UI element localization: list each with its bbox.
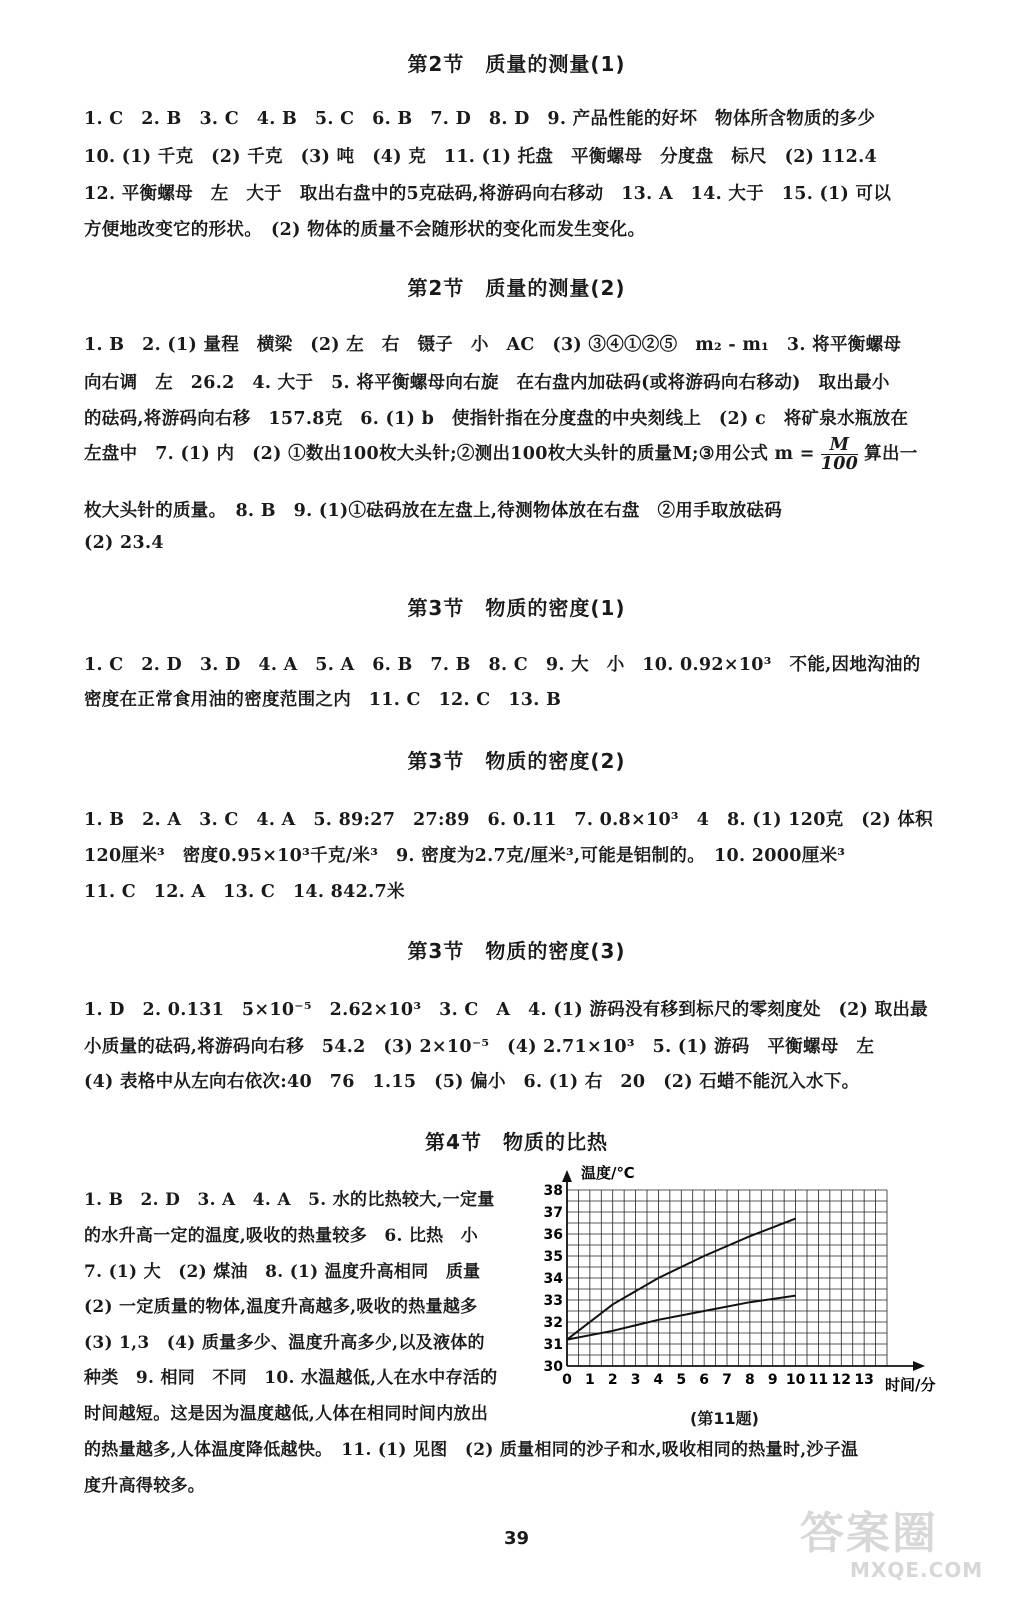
x-tick-label: 0 <box>562 1372 572 1388</box>
page-number: 39 <box>503 1528 530 1549</box>
y-tick-label: 36 <box>543 1227 563 1243</box>
answer-line: 小质量的砝码,将游码向右移 54.2 (3) 2×10⁻⁵ (4) 2.71×10³ 5. (1) 游码 平衡螺母 左 <box>84 1037 875 1057</box>
section-title: 第3节 物质的密度(3) <box>407 939 626 963</box>
chart-caption: (第11题) <box>690 1409 759 1428</box>
answer-line: 1. C 2. B 3. C 4. B 5. C 6. B 7. D 8. D 9. 产品性能的好坏 物体所含物质的多少 <box>84 109 876 129</box>
x-tick-label: 8 <box>744 1372 755 1388</box>
y-tick-label: 38 <box>543 1183 563 1199</box>
y-tick-label: 37 <box>543 1205 563 1221</box>
x-tick-label: 3 <box>630 1372 641 1388</box>
section-title: 第4节 物质的比热 <box>425 1130 608 1154</box>
answer-line: 12. 平衡螺母 左 大于 取出右盘中的5克砝码,将游码向右移动 13. A 14. 大于 15. (1) 可以 <box>84 184 892 204</box>
y-tick-label: 34 <box>543 1271 563 1287</box>
x-tick-label: 7 <box>722 1372 732 1388</box>
answer-line: 1. C 2. D 3. D 4. A 5. A 6. B 7. B 8. C 9. 大 小 10. 0.92×10³ 不能,因地沟油的 <box>84 655 921 675</box>
answer-line: 种类 9. 相同 不同 10. 水温越低,人在水中存活的 <box>84 1368 498 1388</box>
chart-grid <box>567 1190 887 1366</box>
watermark-logo <box>800 1510 1010 1580</box>
answer-line: 向右调 左 26.2 4. 大于 5. 将平衡螺母向右旋 在右盘内加砝码(或将游码向右移动) 取出最小 <box>84 373 890 393</box>
section-title: 第3节 物质的密度(1) <box>407 596 626 620</box>
answer-line: (2) 一定质量的物体,温度升高越多,吸收的热量越多 <box>84 1297 478 1317</box>
x-tick-label: 1 <box>584 1372 595 1388</box>
answer-line: 的热量越多,人体温度降低越快。 11. (1) 见图 (2) 质量相同的沙子和水,吸收相同的热量时,沙子温 <box>84 1440 859 1460</box>
y-tick-label: 35 <box>543 1249 563 1265</box>
answer-line: 时间越短。这是因为温度越低,人体在相同时间内放出 <box>84 1404 489 1424</box>
answer-line: 1. D 2. 0.131 5×10⁻⁵ 2.62×10³ 3. C A 4. (1) 游码没有移到标尺的零刻度处 (2) 取出最 <box>84 1000 928 1020</box>
formula-lead-text: 左盘中 7. (1) 内 (2) ①数出100枚大头针;②测出100枚大头针的质量M;③用公式 m = <box>84 444 815 464</box>
x-axis-label: 时间/分 <box>885 1376 936 1394</box>
chart-axes <box>562 1170 925 1371</box>
fraction-m-over-100 <box>821 436 858 473</box>
fraction-numerator: M <box>821 436 858 455</box>
x-tick-label: 4 <box>653 1372 664 1388</box>
section-title: 第3节 物质的密度(2) <box>407 749 626 773</box>
watermark-url: MXQE.COM <box>850 1558 984 1582</box>
y-axis-arrow <box>562 1170 572 1182</box>
section-title: 第2节 质量的测量(2) <box>407 276 626 300</box>
answer-line: 11. C 12. A 13. C 14. 842.7米 <box>84 882 405 902</box>
answer-line: 10. (1) 千克 (2) 千克 (3) 吨 (4) 克 11. (1) 托盘 平衡螺母 分度盘 标尺 (2) 112.4 <box>84 147 877 167</box>
x-tick-label: 11 <box>808 1372 829 1388</box>
x-tick-label: 6 <box>699 1372 710 1388</box>
formula-trail-text: 算出一 <box>864 444 918 464</box>
x-tick-label: 13 <box>854 1372 874 1388</box>
answer-line: 密度在正常食用油的密度范围之内 11. C 12. C 13. B <box>84 690 562 710</box>
x-tick-label: 2 <box>607 1372 618 1388</box>
x-tick-label: 5 <box>676 1372 687 1388</box>
watermark-text: 答案圈 <box>800 1508 938 1559</box>
x-tick-label: 10 <box>785 1372 806 1388</box>
answer-line: 枚大头针的质量。 8. B 9. (1)①砝码放在左盘上,待测物体放在右盘 ②用手取放砝码 <box>84 501 783 521</box>
chart-ticks <box>544 1183 874 1388</box>
x-tick-label: 9 <box>767 1372 778 1388</box>
x-tick-label: 12 <box>831 1372 852 1388</box>
answer-line: 的水升高一定的温度,吸收的热量较多 6. 比热 小 <box>84 1226 479 1246</box>
answer-line: (4) 表格中从左向右依次:40 76 1.15 (5) 偏小 6. (1) 右 20 (2) 石蜡不能沉入水下。 <box>84 1072 860 1092</box>
answer-line: (3) 1,3 (4) 质量多少、温度升高多少,以及液体的 <box>84 1333 485 1353</box>
section-title: 第2节 质量的测量(1) <box>407 52 626 76</box>
answer-line: 1. B 2. D 3. A 4. A 5. 水的比热较大,一定量 <box>84 1190 495 1210</box>
answer-line-formula <box>84 436 918 473</box>
y-tick-label: 32 <box>543 1315 563 1331</box>
y-tick-label: 33 <box>543 1293 563 1309</box>
y-tick-label: 30 <box>543 1359 563 1375</box>
y-tick-label: 31 <box>543 1337 563 1353</box>
x-axis-arrow <box>913 1361 925 1371</box>
answer-line: 1. B 2. A 3. C 4. A 5. 89:27 27:89 6. 0.11 7. 0.8×10³ 4 8. (1) 120克 (2) 体积 <box>84 810 933 830</box>
answer-line: 7. (1) 大 (2) 煤油 8. (1) 温度升高相同 质量 <box>84 1262 481 1282</box>
answer-line: 120厘米³ 密度0.95×10³千克/米³ 9. 密度为2.7克/厘米³,可能是铝制的。 10. 2000厘米³ <box>84 846 846 866</box>
answer-line: 方便地改变它的形状。 (2) 物体的质量不会随形状的变化而发生变化。 <box>84 220 646 240</box>
answer-line: 度升高得较多。 <box>84 1476 206 1496</box>
answer-line: (2) 23.4 <box>84 533 164 553</box>
answer-line: 的砝码,将游码向右移 157.8克 6. (1) b 使指针指在分度盘的中央刻线上 (2) c 将矿泉水瓶放在 <box>84 409 909 429</box>
answer-line: 1. B 2. (1) 量程 横梁 (2) 左 右 镊子 小 AC (3) ③④①②⑤ m₂ - m₁ 3. 将平衡螺母 <box>84 335 902 355</box>
fraction-denominator: 100 <box>820 454 859 474</box>
y-axis-label: 温度/℃ <box>581 1164 635 1182</box>
temperature-time-chart <box>535 1162 955 1402</box>
